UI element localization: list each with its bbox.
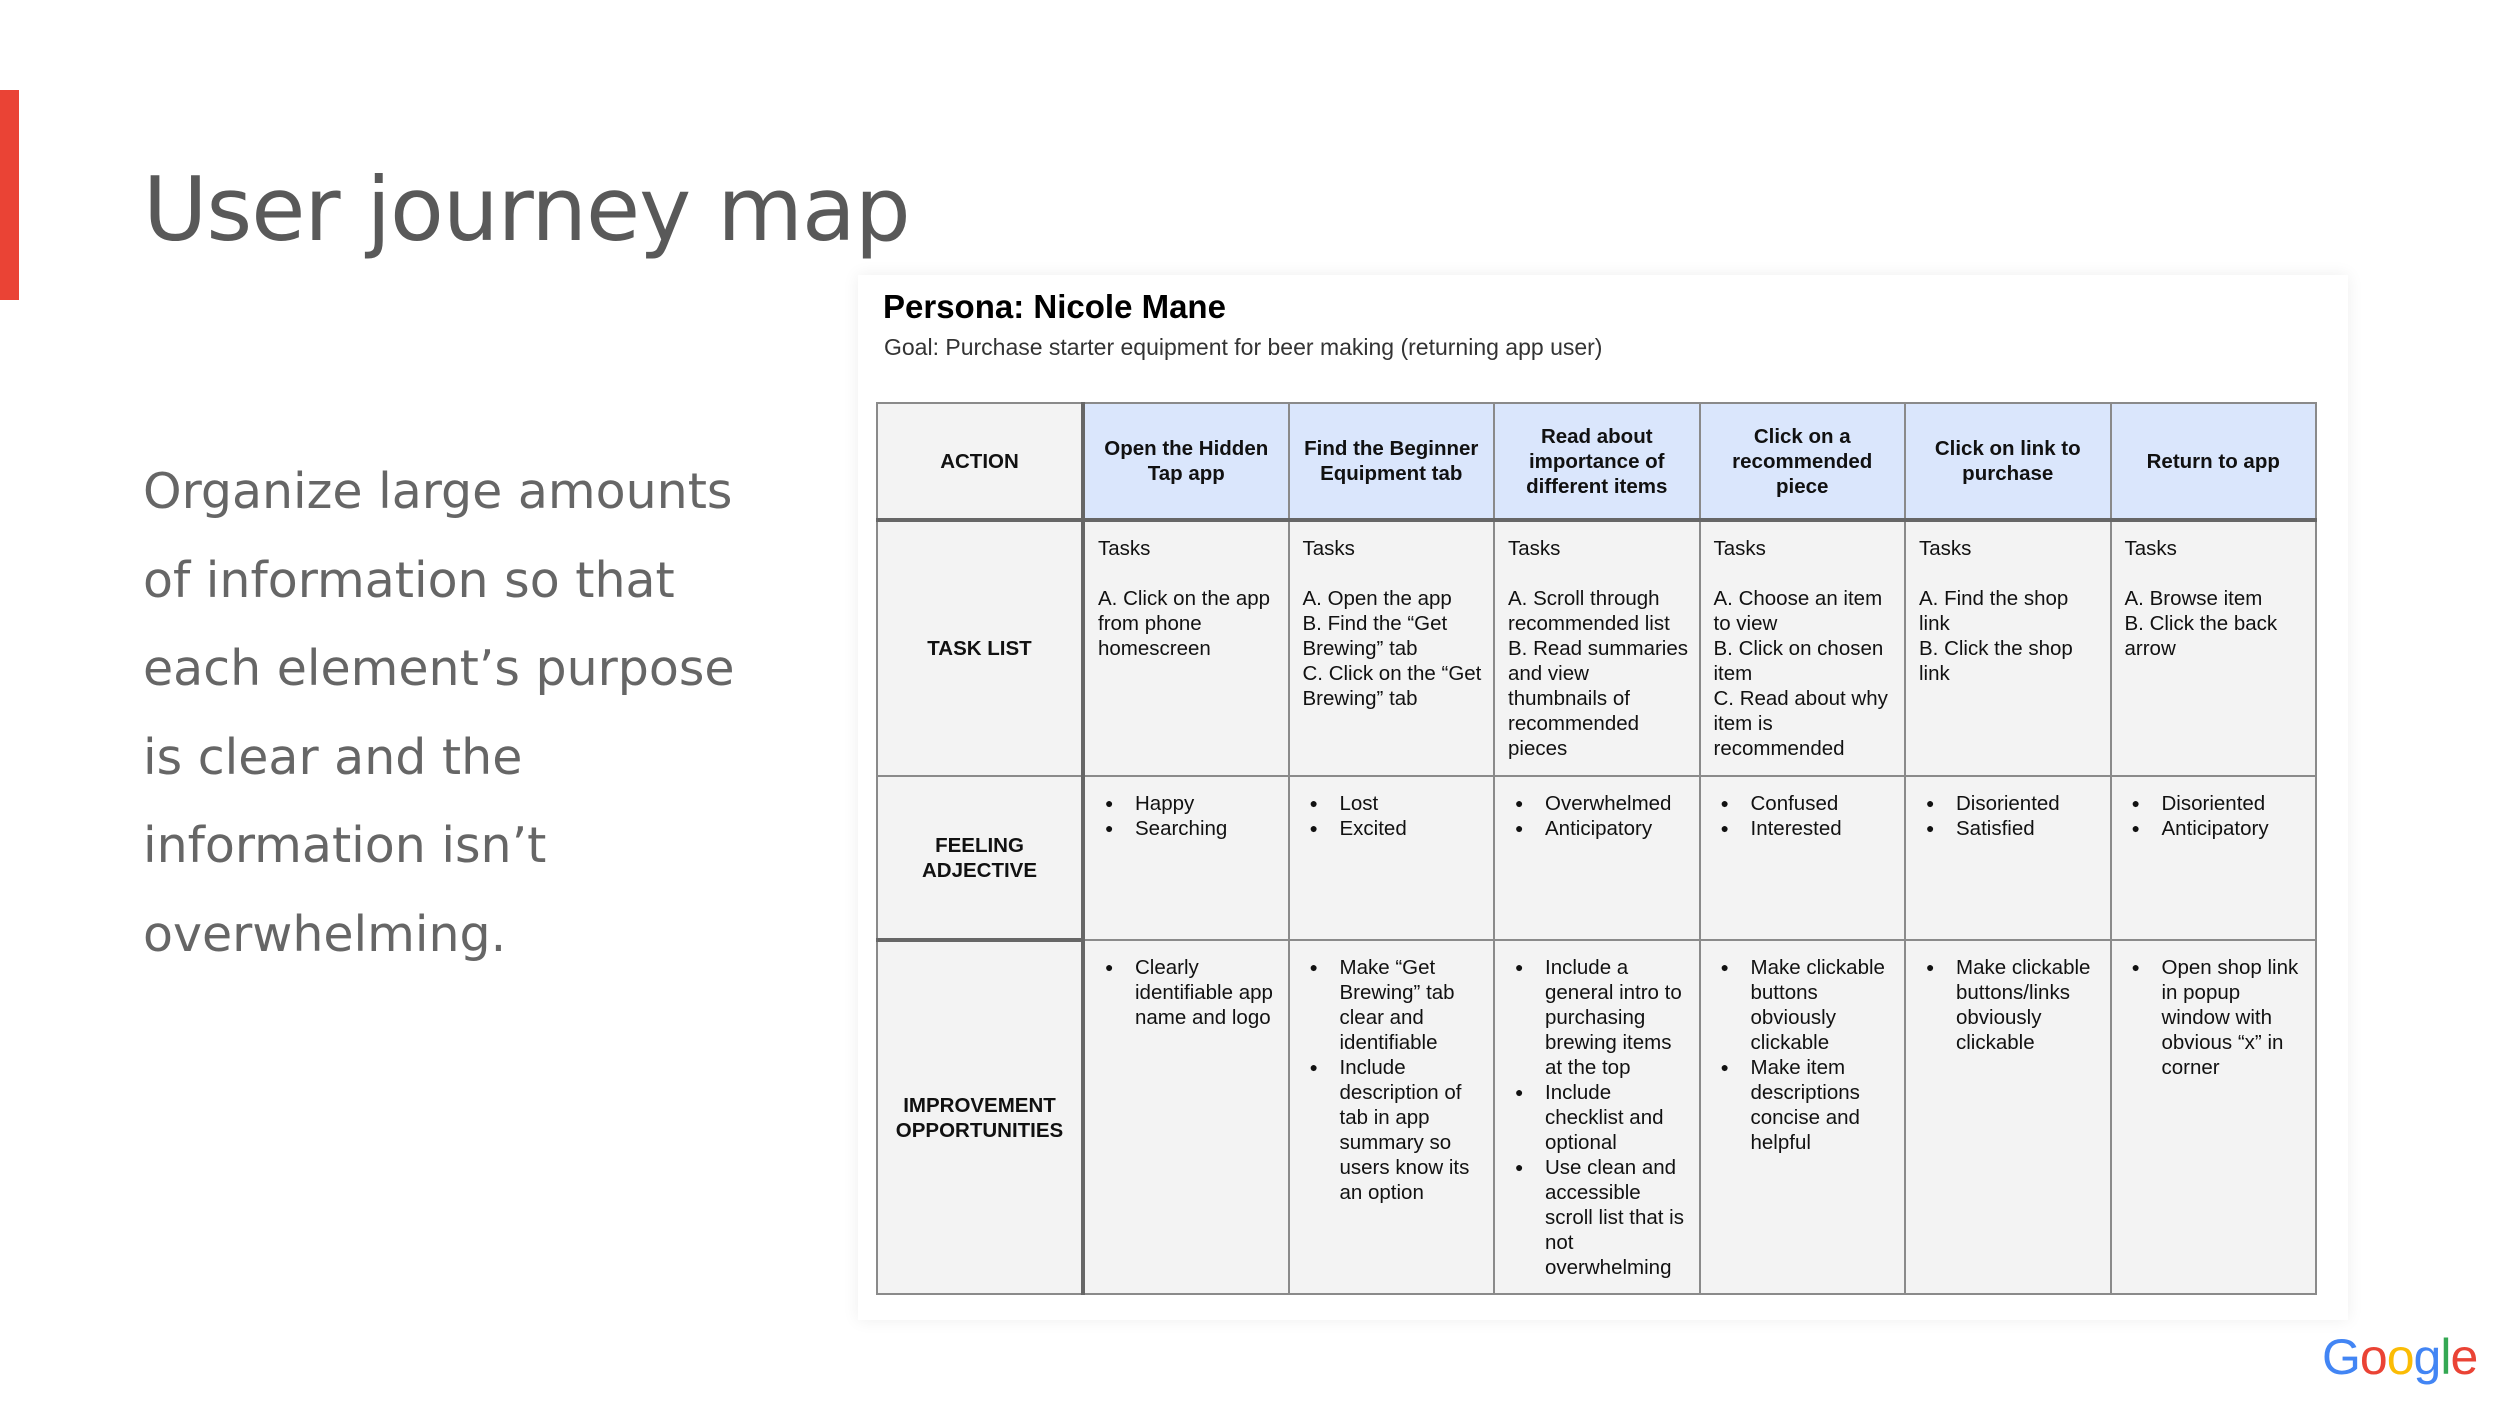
feeling-item: ● Satisfied	[1956, 816, 2100, 841]
task-item: C. Read about why item is recommended	[1713, 687, 1888, 760]
slide-body-text: Organize large amounts of information so that each element’s purpose is clear and the information isn’t overwhelming.	[143, 463, 735, 963]
improvement-item: ● Clearly identifiable app name and logo	[1135, 955, 1278, 1030]
improvement-cell	[2111, 940, 2317, 1294]
persona-goal: Goal: Purchase starter equipment for beer making (returning app user)	[884, 334, 1603, 360]
action-cell: Read about importance of different items	[1494, 403, 1700, 520]
improvement-cell	[1494, 940, 1700, 1294]
logo-letter: o	[2359, 1329, 2387, 1385]
action-cell: Open the Hidden Tap app	[1083, 403, 1289, 520]
improvement-cell	[1700, 940, 1906, 1294]
row-label-feeling: FEELING ADJECTIVE	[877, 776, 1083, 940]
improvement-item: ● Use clean and accessible scroll list that is not overwhelming	[1545, 1155, 1689, 1280]
feeling-cell	[1905, 776, 2111, 940]
task-item: A. Open the app	[1302, 587, 1452, 610]
improvement-cell	[1905, 940, 2111, 1294]
task-item: A. Find the shop link	[1919, 587, 2069, 635]
logo-letter: g	[2413, 1329, 2441, 1385]
feeling-cell	[1494, 776, 1700, 940]
feeling-item: ● Searching	[1135, 816, 1278, 841]
tasks-label: Tasks	[2124, 537, 2177, 560]
task-item: B. Click the back arrow	[2124, 612, 2278, 660]
improvement-item: ● Open shop link in popup window with obvious “x” in corner	[2162, 955, 2306, 1080]
tasks-label: Tasks	[1098, 537, 1151, 560]
logo-letter: l	[2440, 1329, 2451, 1385]
improvement-item: ● Include a general intro to purchasing brewing items at the top	[1545, 955, 1689, 1080]
feeling-item: ● Happy	[1135, 791, 1278, 816]
improvement-cell	[1289, 940, 1495, 1294]
task-item: B. Click the shop link	[1919, 637, 2073, 685]
logo-letter: o	[2386, 1329, 2414, 1385]
feeling-item: ● Lost	[1340, 791, 1484, 816]
improvement-row	[877, 940, 2316, 1294]
feeling-item: ● Overwhelmed	[1545, 791, 1689, 816]
improvement-cell	[1083, 940, 1289, 1294]
tasks-label: Tasks	[1713, 537, 1766, 560]
tasks-label: Tasks	[1919, 537, 1972, 560]
tasks-label: Tasks	[1302, 537, 1355, 560]
row-label-improvement: IMPROVEMENT OPPORTUNITIES	[877, 940, 1083, 1294]
accent-bar	[0, 90, 19, 300]
feeling-item: ● Excited	[1340, 816, 1484, 841]
feeling-item: ● Anticipatory	[1545, 816, 1689, 841]
row-label-task-list: TASK LIST	[877, 520, 1083, 776]
feeling-cell	[2111, 776, 2317, 940]
feeling-item: ● Interested	[1751, 816, 1895, 841]
task-item: B. Find the “Get Brewing” tab	[1302, 612, 1448, 660]
task-cell	[1289, 520, 1495, 776]
task-cell	[1905, 520, 2111, 776]
task-item: A. Browse item	[2124, 587, 2263, 610]
feeling-item: ● Confused	[1751, 791, 1895, 816]
task-cell	[2111, 520, 2317, 776]
task-cell	[1494, 520, 1700, 776]
feeling-row	[877, 776, 2316, 940]
feeling-cell	[1083, 776, 1289, 940]
improvement-item: ● Make clickable buttons/links obviously clickable	[1956, 955, 2100, 1055]
journey-map-table	[876, 402, 2317, 1295]
action-row	[877, 403, 2316, 520]
task-item: A. Scroll through recommended list	[1508, 587, 1670, 635]
improvement-item: ● Include description of tab in app summary so users know its an option	[1340, 1055, 1484, 1205]
action-cell: Find the Beginner Equipment tab	[1289, 403, 1495, 520]
action-cell: Click on a recommended piece	[1700, 403, 1906, 520]
improvement-item: ● Make clickable buttons obviously clickable	[1751, 955, 1895, 1055]
row-label-action: ACTION	[877, 403, 1083, 520]
tasks-label: Tasks	[1508, 537, 1561, 560]
google-logo	[2322, 1328, 2477, 1386]
task-item: A. Click on the app from phone homescreen	[1098, 587, 1271, 660]
improvement-item: ● Include checklist and optional	[1545, 1080, 1689, 1155]
action-cell: Click on link to purchase	[1905, 403, 2111, 520]
improvement-item: ● Make item descriptions concise and helpful	[1751, 1055, 1895, 1155]
slide-title: User journey map	[143, 158, 910, 261]
improvement-item: ● Make “Get Brewing” tab clear and identifiable	[1340, 955, 1484, 1055]
feeling-item: ● Disoriented	[1956, 791, 2100, 816]
task-cell	[1700, 520, 1906, 776]
task-item: C. Click on the “Get Brewing” tab	[1302, 662, 1482, 710]
feeling-item: ● Anticipatory	[2162, 816, 2306, 841]
task-item: B. Read summaries and view thumbnails of recommended pieces	[1508, 637, 1689, 760]
feeling-cell	[1289, 776, 1495, 940]
persona-title: Persona: Nicole Mane	[883, 288, 1226, 325]
logo-letter: e	[2450, 1329, 2478, 1385]
task-list-row	[877, 520, 2316, 776]
task-item: A. Choose an item to view	[1713, 587, 1883, 635]
feeling-cell	[1700, 776, 1906, 940]
logo-letter: G	[2322, 1329, 2360, 1385]
feeling-item: ● Disoriented	[2162, 791, 2306, 816]
task-cell	[1083, 520, 1289, 776]
task-item: B. Click on chosen item	[1713, 637, 1884, 685]
action-cell: Return to app	[2111, 403, 2317, 520]
